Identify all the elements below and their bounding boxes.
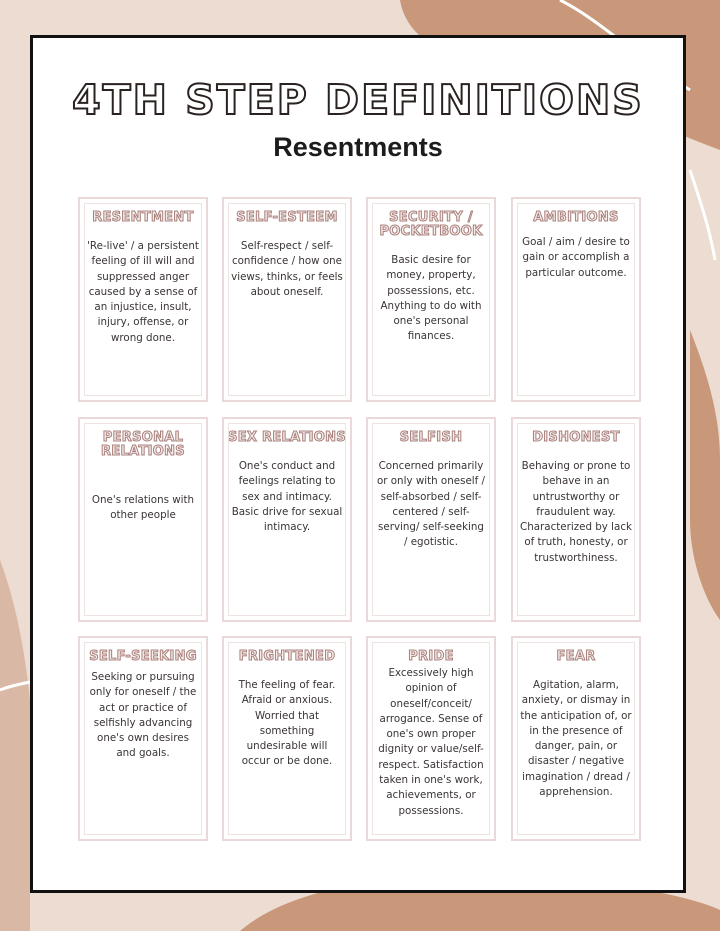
definition-card (78, 417, 208, 622)
card-title: SELF-SEEKING (89, 649, 197, 664)
card-title: DISHONEST (532, 430, 620, 445)
worksheet-page (30, 35, 686, 893)
definition-card (366, 636, 496, 841)
definition-card (222, 197, 352, 402)
card-title: SELF-ESTEEM (236, 210, 338, 225)
card-title: PERSONAL RELATIONS (101, 430, 185, 459)
card-title: SELFISH (399, 430, 463, 445)
card-title: SEX RELATIONS (228, 430, 346, 445)
definition-card (366, 417, 496, 622)
card-definition: Basic desire for money, property, possessions, etc. Anything to do with one's personal finances. (380, 254, 482, 343)
card-definition: One's relations with other people (91, 494, 195, 522)
card-definition: Agitation, alarm, anxiety, or dismay in the anticipation of, or in the presence of danger, pain, or disaster / negative imagination / dread / apprehension. (520, 679, 632, 799)
card-definition: The feeling of fear. Afraid or anxious. Worried that something undesirable will occur or be done. (238, 679, 336, 768)
definition-card (511, 636, 641, 841)
card-title: SECURITY / POCKETBOOK (379, 210, 483, 239)
blob-left (0, 560, 30, 931)
card-definition: Excessively high opinion of oneself/conceit/ arrogance. Sense of one's own proper dignity or value/self-respect. Satisfaction taken in one's work, achievements, or possessions. (378, 667, 484, 817)
curve-line-2 (690, 170, 715, 260)
page-subtitle: Resentments (273, 132, 443, 162)
card-definition: Self-respect / self-confidence / how one views, thinks, or feels about oneself. (231, 240, 343, 298)
card-title: FEAR (556, 649, 596, 664)
card-title: PRIDE (408, 649, 454, 664)
definition-card (511, 417, 641, 622)
definition-card (78, 197, 208, 402)
card-definition: Concerned primarily or only with oneself / self-absorbed / self-centered / self-serving/ self-seeking / egotistic. (376, 460, 486, 549)
page-title: 4TH STEP DEFINITIONS (72, 76, 644, 124)
card-definition: 'Re-live' / a persistent feeling of ill will and suppressed anger caused by a sense of an injustice, insult, injury, offense, or wrong done. (87, 240, 199, 344)
definition-card (366, 197, 496, 402)
blob-right (690, 330, 720, 620)
card-definition: One's conduct and feelings relating to sex and intimacy. Basic drive for sexual intimacy. (231, 460, 343, 534)
card-title: RESENTMENT (92, 210, 194, 225)
definition-card (511, 197, 641, 402)
card-title: FRIGHTENED (238, 649, 336, 664)
definition-card (222, 636, 352, 841)
card-title: AMBITIONS (533, 210, 619, 225)
definition-card (78, 636, 208, 841)
card-definition: Goal / aim / desire to gain or accomplish a particular outcome. (522, 236, 630, 279)
definition-card (222, 417, 352, 622)
card-definition: Seeking or pursuing only for oneself / the act or practice of selfishly advancing one's own desires and goals. (89, 671, 197, 760)
card-definition: Behaving or prone to behave in an untrustworthy or fraudulent way. Characterized by lack of truth, honesty, or trustworthiness. (520, 460, 632, 564)
